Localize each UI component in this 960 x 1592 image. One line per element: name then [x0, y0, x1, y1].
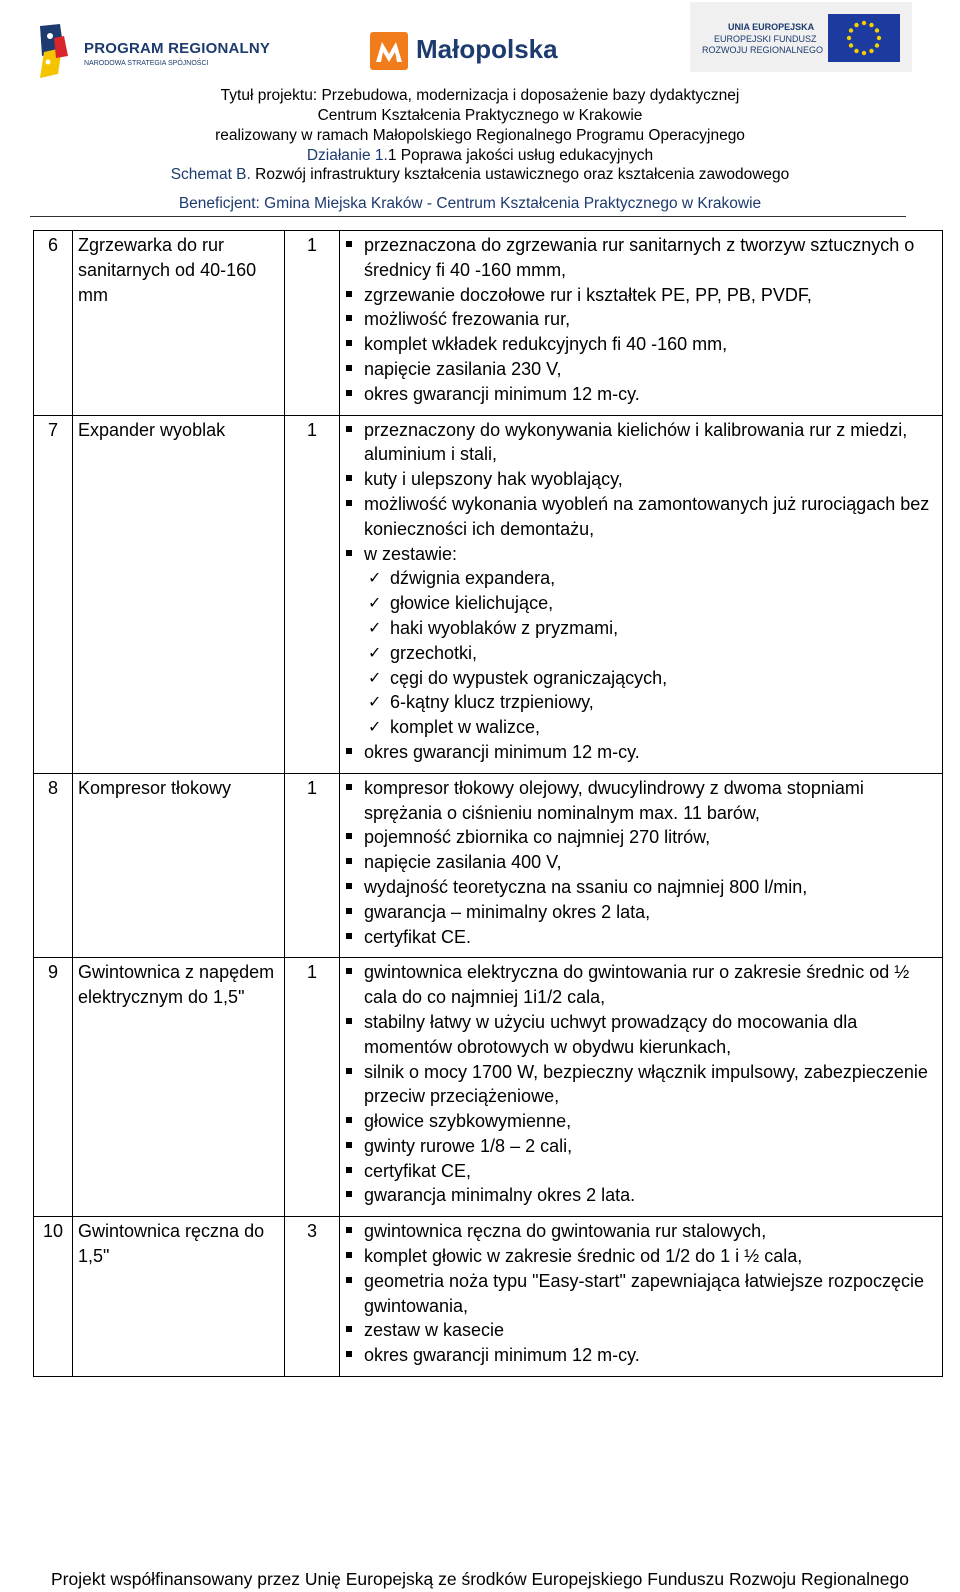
spec-list — [344, 960, 940, 1208]
item-quantity: 1 — [285, 773, 340, 958]
item-quantity: 3 — [285, 1217, 340, 1377]
program-regionalny-emblem-icon — [38, 22, 72, 80]
project-action-line — [0, 147, 960, 165]
eu-line-1: UNIA EUROPEJSKA — [728, 22, 815, 32]
table-row — [34, 1217, 943, 1377]
malopolska-name: Małopolska — [416, 34, 558, 64]
spec-item: certyfikat CE. — [344, 925, 940, 950]
spec-item: kompresor tłokowy olejowy, dwucylindrowy z dwoma stopniami sprężania o ciśnieniu nominalnym max. 11 barów, — [344, 776, 940, 826]
spec-item: stabilny łatwy w użyciu uchwyt prowadzący do mocowania dla momentów obrotowych w obydwu kierunkach, — [344, 1010, 940, 1060]
kit-item: ✓ komplet w walizce, — [368, 715, 940, 740]
spec-item: przeznaczony do wykonywania kielichów i kalibrowania rur z miedzi, aluminium i stali, — [344, 418, 940, 468]
spec-item: możliwość wykonania wyobleń na zamontowanych już rurociągach bez konieczności ich demontażu, — [344, 492, 940, 542]
spec-item: gwarancja minimalny okres 2 lata. — [344, 1183, 940, 1208]
spec-item: gwintownica elektryczna do gwintowania rur o zakresie średnic od ½ cala do co najmniej 1i1/2 cala, — [344, 960, 940, 1010]
header-divider — [30, 216, 906, 217]
row-number: 9 — [34, 958, 73, 1217]
program-regionalny-subtitle: NARODOWA STRATEGIA SPÓJNOŚCI — [84, 60, 209, 67]
beneficiary-line: Beneficjent: Gmina Miejska Kraków - Centrum Kształcenia Praktycznego w Krakowie — [178, 195, 762, 212]
kit-item: ✓ dźwignia expandera, — [368, 566, 940, 591]
project-scheme-line — [0, 166, 960, 184]
program-regionalny-logo — [38, 22, 271, 84]
eu-star-icon — [854, 23, 858, 27]
spec-item: komplet głowic w zakresie średnic od 1/2 do 1 i ½ cala, — [344, 1244, 940, 1269]
spec-item — [344, 542, 940, 740]
spec-item: gwintownica ręczna do gwintowania rur stalowych, — [344, 1219, 940, 1244]
eu-star-icon — [869, 49, 873, 53]
eu-star-icon — [847, 36, 851, 40]
project-centre-line: Centrum Kształcenia Praktycznego w Krakowie — [317, 107, 643, 124]
item-name: Gwintownica ręczna do 1,5" — [73, 1217, 285, 1377]
kit-item: ✓ głowice kielichujące, — [368, 591, 940, 616]
project-title-line: Tytuł projektu: Przebudowa, modernizacja i doposażenie bazy dydaktycznej — [220, 87, 740, 104]
spec-item: gwinty rurowe 1/8 – 2 cali, — [344, 1134, 940, 1159]
eu-flag-icon — [828, 14, 900, 62]
item-quantity: 1 — [285, 231, 340, 416]
eu-logo — [690, 2, 912, 72]
kit-list — [364, 566, 940, 740]
table-row — [34, 231, 943, 416]
eu-star-icon — [869, 23, 873, 27]
item-name: Gwintownica z napędem elektrycznym do 1,5" — [73, 958, 285, 1217]
spec-item: geometria noża typu "Easy-start" zapewniająca łatwiejsze rozpoczęcie gwintowania, — [344, 1269, 940, 1319]
program-regionalny-title: PROGRAM REGIONALNY — [84, 40, 271, 57]
cofinancing-footer: Projekt współfinansowany przez Unię Europejską ze środków Europejskiego Funduszu Rozwoju Regionalnego — [51, 1569, 909, 1589]
action-label: Działanie 1. — [306, 147, 388, 164]
item-specification — [340, 1217, 943, 1377]
eu-star-icon — [849, 43, 853, 47]
spec-item: okres gwarancji minimum 12 m-cy. — [344, 740, 940, 765]
eu-star-icon — [875, 28, 879, 32]
item-specification — [340, 415, 943, 773]
item-name: Zgrzewarka do rur sanitarnych od 40-160 mm — [73, 231, 285, 416]
spec-item: silnik o mocy 1700 W, bezpieczny włącznik impulsowy, zabezpieczenie przeciw przeciążeniowe, — [344, 1060, 940, 1110]
spec-item: wydajność teoretyczna na ssaniu co najmniej 800 l/min, — [344, 875, 940, 900]
row-number: 10 — [34, 1217, 73, 1377]
eu-star-icon — [854, 49, 858, 53]
kit-item: ✓ grzechotki, — [368, 641, 940, 666]
spec-item: zgrzewanie doczołowe rur i kształtek PE, PP, PB, PVDF, — [344, 283, 940, 308]
item-name: Kompresor tłokowy — [73, 773, 285, 958]
spec-list — [344, 418, 940, 765]
item-name: Expander wyoblak — [73, 415, 285, 773]
table-row — [34, 958, 943, 1217]
item-specification — [340, 231, 943, 416]
table-row — [34, 773, 943, 958]
spec-item: pojemność zbiornika co najmniej 270 litrów, — [344, 825, 940, 850]
spec-list — [344, 233, 940, 407]
item-quantity: 1 — [285, 958, 340, 1217]
item-specification — [340, 773, 943, 958]
malopolska-logo — [370, 30, 570, 74]
action-text: 1 Poprawa jakości usług edukacyjnych — [387, 147, 654, 164]
row-number: 8 — [34, 773, 73, 958]
malopolska-emblem-icon — [370, 32, 408, 70]
spec-item-text: w zestawie: — [364, 543, 458, 564]
eu-line-3: ROZWOJU REGIONALNEGO — [702, 45, 824, 55]
kit-item: ✓ cęgi do wypustek ograniczających, — [368, 666, 940, 691]
spec-item: certyfikat CE, — [344, 1159, 940, 1184]
spec-item: przeznaczona do zgrzewania rur sanitarnych z tworzyw sztucznych o średnicy fi 40 -160 mmm, — [344, 233, 940, 283]
eu-star-icon — [849, 28, 853, 32]
spec-item: zestaw w kasecie — [344, 1318, 940, 1343]
spec-item: okres gwarancji minimum 12 m-cy. — [344, 382, 940, 407]
scheme-text: Rozwój infrastruktury kształcenia ustawicznego oraz kształcenia zawodowego — [250, 166, 790, 183]
scheme-label: Schemat B. — [170, 166, 251, 183]
spec-item: napięcie zasilania 400 V, — [344, 850, 940, 875]
spec-item: napięcie zasilania 230 V, — [344, 357, 940, 382]
row-number: 7 — [34, 415, 73, 773]
spec-list — [344, 776, 940, 950]
spec-list — [344, 1219, 940, 1368]
project-programme-line: realizowany w ramach Małopolskiego Regionalnego Programu Operacyjnego — [215, 127, 745, 144]
item-quantity: 1 — [285, 415, 340, 773]
eu-star-icon — [862, 21, 866, 25]
eu-star-icon — [862, 51, 866, 55]
eu-star-icon — [877, 36, 881, 40]
row-number: 6 — [34, 231, 73, 416]
spec-item: komplet wkładek redukcyjnych fi 40 -160 mm, — [344, 332, 940, 357]
equipment-spec-table — [33, 230, 943, 1377]
eu-line-2: EUROPEJSKI FUNDUSZ — [714, 34, 817, 44]
spec-item: możliwość frezowania rur, — [344, 307, 940, 332]
kit-item: ✓ haki wyoblaków z pryzmami, — [368, 616, 940, 641]
spec-item: gwarancja – minimalny okres 2 lata, — [344, 900, 940, 925]
spec-item: okres gwarancji minimum 12 m-cy. — [344, 1343, 940, 1368]
spec-item: głowice szybkowymienne, — [344, 1109, 940, 1134]
kit-item: ✓ 6-kątny klucz trzpieniowy, — [368, 690, 940, 715]
eu-star-icon — [875, 43, 879, 47]
table-row — [34, 415, 943, 773]
item-specification — [340, 958, 943, 1217]
logo-header — [0, 0, 960, 88]
spec-item: kuty i ulepszony hak wyoblający, — [344, 467, 940, 492]
